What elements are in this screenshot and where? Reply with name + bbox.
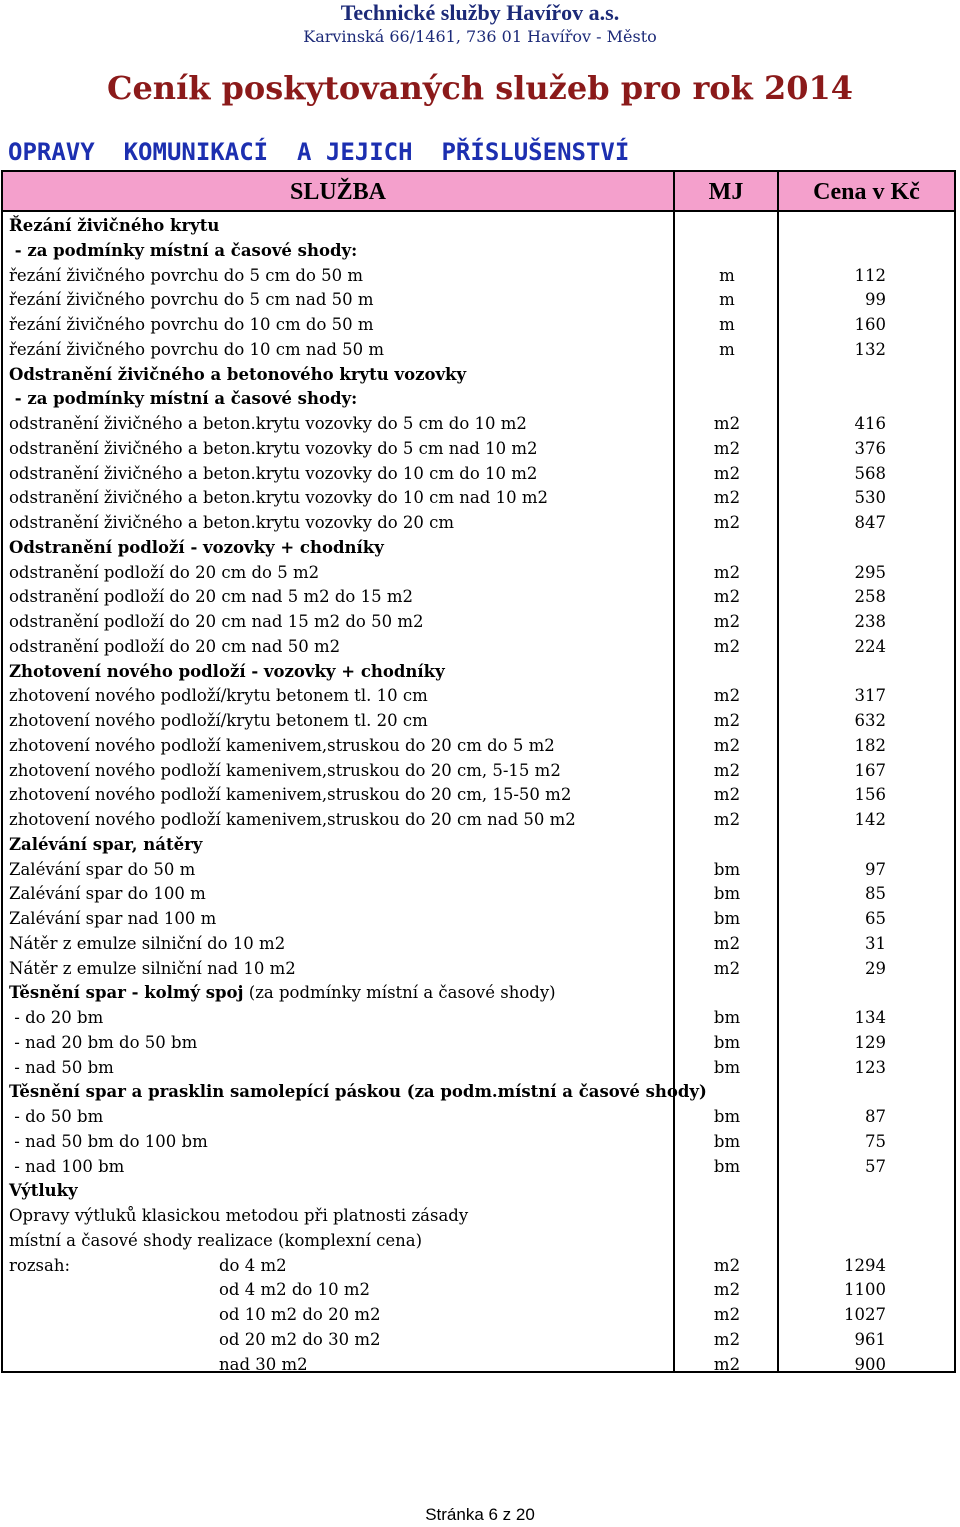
service-cell [9,1229,422,1254]
price-cell: 238 [854,612,886,631]
unit-cell: m2 [713,1329,741,1349]
service-label: zhotovení nového podloží/krytu betonem tl. 20 cm [9,711,428,730]
service-label: odstranění podloží do 20 cm nad 5 m2 do 15 m2 [9,587,413,607]
unit-cell: m2 [713,1305,741,1324]
unit-cell: m2 [713,1280,741,1300]
service-cell [9,808,576,833]
unit-cell: m2 [713,1255,741,1275]
price-cell: 29 [865,958,886,978]
price-cell: 416 [854,414,886,433]
table-row [3,1155,954,1180]
table-row [3,1006,954,1031]
table-row [3,635,954,660]
service-cell [9,932,285,957]
service-cell [9,734,555,759]
table-row [3,1254,954,1279]
service-label: Těsnění spar - kolmý spoj [9,983,244,1003]
service-cell [9,486,548,511]
service-label: Zhotovení nového podloží - vozovky + chodníky [9,661,445,681]
table-row [3,1278,954,1303]
service-cell [9,660,445,685]
table-row [3,610,954,635]
table-row [3,957,954,982]
table-row [3,462,954,487]
table-header [3,172,954,212]
service-label: - nad 50 bm do 100 bm [9,1131,208,1151]
service-label: Nátěr z emulze silniční nad 10 m2 [9,958,296,978]
service-label: Opravy výtluků klasickou metodou při platnosti zásady [9,1206,469,1225]
service-label: - nad 50 bm [9,1057,114,1077]
table-row [3,833,954,858]
unit-cell: bm [713,909,741,928]
table-row [3,734,954,759]
range-cell: od 10 m2 do 20 m2 [219,1305,381,1324]
table-row [3,709,954,734]
table-row [3,1056,954,1081]
service-label: Nátěr z emulze silniční do 10 m2 [9,933,286,953]
service-cell [9,1155,124,1180]
service-cell [9,783,571,808]
unit-cell: bm [713,1131,741,1151]
unit-cell: bm [713,1156,741,1176]
unit-cell: bm [713,1008,741,1027]
service-label: - nad 100 bm [9,1156,125,1176]
service-label: odstranění živičného a beton.krytu vozovky do 10 cm nad 10 m2 [9,488,548,508]
table-row [3,264,954,289]
price-cell: 530 [854,488,886,508]
table-row [3,684,954,709]
unit-cell: m2 [713,636,741,656]
table-row [3,808,954,833]
price-cell: 847 [854,513,886,532]
organization-address: Karvinská 66/1461, 736 01 Havířov - Město [303,27,657,46]
unit-cell: m2 [713,513,741,532]
organization-name: Technické služby Havířov a.s. [340,0,620,25]
service-label: Zalévání spar do 100 m [9,884,206,904]
unit-cell: m2 [713,933,741,953]
service-cell [9,288,374,313]
unit-cell: m2 [713,463,741,483]
service-cell [9,1130,208,1155]
range-cell: do 4 m2 [219,1255,287,1275]
service-label: - za podmínky místní a časové shody: [9,240,358,260]
service-cell [9,363,466,388]
price-cell: 112 [854,265,886,285]
service-label: Těsnění spar a prasklin samolepící páskou (za podm.místní a časové shody) [9,1082,707,1102]
unit-cell: m2 [713,1354,741,1374]
service-cell [9,1204,468,1229]
unit-cell: m2 [713,438,741,458]
price-cell: 317 [854,686,886,706]
price-cell: 99 [865,290,886,310]
unit-cell: m [719,315,735,334]
section-heading: OPRAVY KOMUNIKACÍ A JEJICH PŘÍSLUŠENSTVÍ [8,138,630,166]
price-cell: 295 [854,562,886,582]
range-cell: od 20 m2 do 30 m2 [219,1329,381,1349]
unit-cell: bm [713,859,741,879]
page-title: Ceník poskytovaných služeb pro rok 2014 [106,69,854,107]
unit-cell: m2 [713,414,741,433]
table-row [3,511,954,536]
service-cell [9,957,296,982]
service-cell [9,239,357,264]
price-cell: 57 [865,1156,886,1176]
service-cell [9,833,202,858]
service-cell [9,1254,70,1279]
table-row [3,858,954,883]
service-label: řezání živičného povrchu do 5 cm do 50 m [9,265,364,285]
table-row [3,882,954,907]
service-label: odstranění podloží do 20 cm nad 50 m2 [9,636,341,656]
price-cell: 87 [865,1107,886,1126]
unit-cell: m2 [713,711,741,730]
service-label: - do 50 bm [9,1107,104,1126]
service-label: Odstranění podloží - vozovky + chodníky [9,537,384,557]
service-label: zhotovení nového podloží kamenivem,struskou do 20 cm, 15-50 m2 [9,785,572,805]
price-cell: 1100 [844,1280,886,1300]
price-cell: 1027 [844,1305,886,1324]
price-cell: 900 [854,1354,886,1374]
service-label: řezání živičného povrchu do 10 cm do 50 m [9,315,374,334]
table-row [3,1031,954,1056]
unit-cell: bm [713,884,741,904]
service-label: Zalévání spar nad 100 m [9,909,217,928]
service-cell [9,585,413,610]
unit-cell: m [719,339,735,359]
unit-cell: m2 [713,760,741,780]
service-cell [9,536,384,561]
unit-cell: bm [713,1057,741,1077]
table-row [3,561,954,586]
price-cell: 258 [854,587,886,607]
column-header-unit: MJ [708,179,744,205]
table-row [3,486,954,511]
price-cell: 160 [854,315,886,334]
service-cell [9,1179,78,1204]
service-label: odstranění živičného a beton.krytu vozovky do 20 cm [9,513,455,532]
service-label: Zalévání spar, nátěry [9,834,203,854]
unit-cell: m2 [713,612,741,631]
price-cell: 568 [854,463,886,483]
table-row [3,981,954,1006]
service-label: - nad 20 bm do 50 bm [9,1032,198,1052]
price-cell: 142 [854,810,886,829]
service-label: Výtluky [9,1181,78,1201]
price-cell: 31 [865,933,886,953]
unit-cell: m2 [713,488,741,508]
table-row [3,288,954,313]
service-label: Řezání živičného krytu [9,216,220,235]
service-cell [9,1056,114,1081]
table-row [3,907,954,932]
service-cell [9,858,195,883]
unit-cell: m [719,265,735,285]
table-row [3,437,954,462]
service-cell [9,684,428,709]
service-label: řezání živičného povrchu do 5 cm nad 50 m [9,290,374,310]
table-row [3,585,954,610]
service-label: odstranění podloží do 20 cm nad 15 m2 do 50 m2 [9,612,424,631]
service-cell [9,981,556,1006]
service-cell [9,1006,103,1031]
price-cell: 134 [854,1008,886,1027]
service-cell [9,214,219,239]
unit-cell: bm [713,1107,741,1126]
service-cell [9,412,527,437]
price-cell: 75 [865,1131,886,1151]
service-label: rozsah: [9,1255,71,1275]
table-body [3,214,954,1377]
service-label: odstranění živičného a beton.krytu vozovky do 5 cm do 10 m2 [9,414,527,433]
column-header-service: SLUŽBA [289,179,387,205]
table-row [3,1328,954,1353]
price-cell: 129 [854,1032,886,1052]
table-row [3,660,954,685]
table-row [3,1179,954,1204]
service-cell [9,561,319,586]
table-row [3,783,954,808]
range-cell: od 4 m2 do 10 m2 [219,1280,370,1300]
table-row [3,239,954,264]
table-row [3,1130,954,1155]
column-header-price: Cena v Kč [813,179,920,205]
table-row [3,1204,954,1229]
table-row [3,1080,954,1105]
service-label: odstranění podloží do 20 cm do 5 m2 [9,562,320,582]
service-label: řezání živičného povrchu do 10 cm nad 50 m [9,339,385,359]
table-row [3,338,954,363]
table-row [3,1353,954,1378]
table-row [3,363,954,388]
service-label: zhotovení nového podloží kamenivem,struskou do 20 cm, 5-15 m2 [9,760,561,780]
table-row [3,1105,954,1130]
price-cell: 961 [854,1329,886,1349]
service-label: Zalévání spar do 50 m [9,859,196,879]
service-cell [9,882,206,907]
price-cell: 224 [854,636,886,656]
service-cell [9,759,561,784]
service-cell [9,635,340,660]
unit-cell: m2 [713,810,741,829]
price-cell: 632 [854,711,886,730]
service-note: (za podmínky místní a časové shody) [243,983,556,1003]
service-cell [9,511,454,536]
price-cell: 132 [854,339,886,359]
service-cell [9,907,216,932]
table-row [3,759,954,784]
table-row [3,313,954,338]
service-cell [9,1080,707,1105]
price-cell: 97 [865,859,886,879]
service-label: zhotovení nového podloží kamenivem,struskou do 20 cm do 5 m2 [9,735,555,755]
unit-cell: m2 [713,785,741,805]
table-row [3,387,954,412]
table-row [3,214,954,239]
unit-cell: m2 [713,562,741,582]
service-cell [9,1031,197,1056]
price-cell: 182 [854,735,886,755]
price-cell: 156 [854,785,886,805]
price-cell: 167 [854,760,886,780]
table-row [3,1303,954,1328]
unit-cell: m2 [713,686,741,706]
table-row [3,536,954,561]
unit-cell: bm [713,1032,741,1052]
table-row [3,1229,954,1254]
service-label: - do 20 bm [9,1008,104,1027]
price-cell: 123 [854,1057,886,1077]
page-number: Stránka 6 z 20 [425,1505,535,1524]
unit-cell: m [719,290,735,310]
price-cell: 376 [854,438,886,458]
service-label: zhotovení nového podloží kamenivem,struskou do 20 cm nad 50 m2 [9,810,576,829]
service-cell [9,462,537,487]
price-cell: 85 [865,884,886,904]
unit-cell: m2 [713,735,741,755]
unit-cell: m2 [713,587,741,607]
service-cell [9,709,428,734]
service-label: zhotovení nového podloží/krytu betonem tl. 10 cm [9,686,428,706]
price-cell: 65 [865,909,886,928]
table-row [3,412,954,437]
service-cell [9,1105,103,1130]
service-cell [9,338,384,363]
unit-cell: m2 [713,958,741,978]
service-cell [9,610,423,635]
service-label: odstranění živičného a beton.krytu vozovky do 5 cm nad 10 m2 [9,438,538,458]
service-cell [9,437,537,462]
service-cell [9,387,357,412]
service-label: - za podmínky místní a časové shody: [9,389,358,409]
service-label: místní a časové shody realizace (komplexní cena) [9,1230,423,1250]
table-row [3,932,954,957]
price-cell: 1294 [844,1255,886,1275]
service-label: odstranění živičného a beton.krytu vozovky do 10 cm do 10 m2 [9,463,538,483]
service-label: Odstranění živičného a betonového krytu vozovky [9,364,467,384]
range-cell: nad 30 m2 [219,1354,308,1374]
service-cell [9,313,374,338]
price-table [1,170,956,1373]
service-cell [9,264,363,289]
